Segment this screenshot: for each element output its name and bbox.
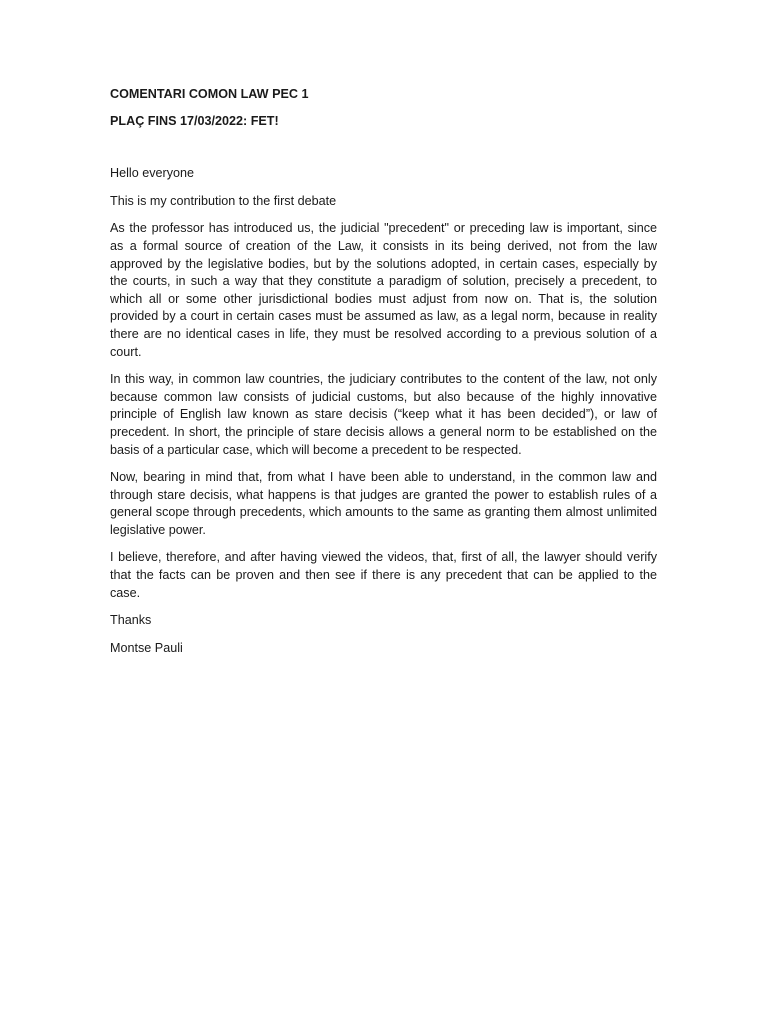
document-title: COMENTARI COMON LAW PEC 1 xyxy=(110,87,309,101)
body-paragraph-2: In this way, in common law countries, the judiciary contributes to the content of the law, not only because common law consists of judicial customs, but also because of the highly innovative principle of English law known as stare decisis (“keep what it has been decided”), or law of precedent. In short, the principle of stare decisis allows a general norm to be established on the basis of a particular case, which will become a precedent to be respected. xyxy=(110,372,657,457)
intro-text: This is my contribution to the first debate xyxy=(110,193,337,208)
greeting-text: Hello everyone xyxy=(110,166,195,181)
closing-text: Thanks xyxy=(110,613,152,628)
signature-text: Montse Pauli xyxy=(110,640,183,655)
blank-spacer xyxy=(110,130,657,165)
document-page xyxy=(110,86,657,667)
body-paragraph-1: As the professor has introduced us, the judicial "precedent" or preceding law is important, since as a formal source of creation of the Law, it consists in its being derived, not from the law approved by the legislative bodies, but by the solutions adopted, in certain cases, especially by the courts, in such a way that they constitute a paradigm of solution, precisely a precedent, to which all or some other jurisdictional bodies must adjust from now on. That is, the solution provided by a court in certain cases must be assumed as law, as a legal norm, because in reality there are no identical cases in life, they must be resolved according to a previous solution of a court. xyxy=(110,221,657,359)
deadline-heading: PLAÇ FINS 17/03/2022: FET! xyxy=(110,113,279,128)
body-paragraph-4: I believe, therefore, and after having viewed the videos, that, first of all, the lawyer should verify that the facts can be proven and then see if there is any precedent that can be applied to the case. xyxy=(110,550,657,600)
body-paragraph-3: Now, bearing in mind that, from what I have been able to understand, in the common law and through stare decisis, what happens is that judges are granted the power to establish rules of a general scope through precedents, which amounts to the same as granting them almost unlimited legislative power. xyxy=(110,470,657,537)
